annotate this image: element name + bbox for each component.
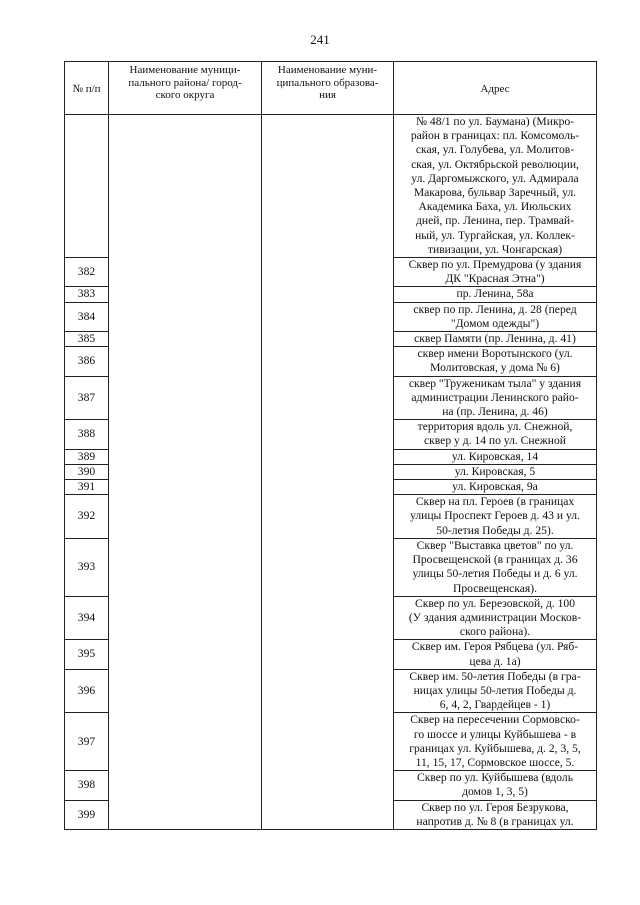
- row-number: 386: [65, 347, 109, 376]
- row-number: 385: [65, 332, 109, 347]
- row-address: Сквер им. Героя Рябцева (ул. Ряб- цева д. 1а): [394, 640, 597, 669]
- header-num: № п/п: [65, 62, 109, 115]
- row-municipality: [262, 115, 394, 830]
- row-number: 397: [65, 713, 109, 771]
- row-number: 388: [65, 420, 109, 449]
- header-address: Адрес: [394, 62, 597, 115]
- table-row: [65, 115, 597, 258]
- row-address: Сквер на пересечении Сормовско- го шоссе и улицы Куйбышева - в границах ул. Куйбышева, д. 2, 3, 5, 11, 15, 17, Сормовское шоссе, 5.: [394, 713, 597, 771]
- row-address: Сквер "Выставка цветов" по ул. Просвещенской (в границах д. 36 улицы 50-летия Победы и д. 6 ул. Просвещенская).: [394, 538, 597, 596]
- row-number: 389: [65, 449, 109, 464]
- row-number: 398: [65, 771, 109, 800]
- row-address: Сквер по ул. Премудрова (у здания ДК "Красная Этна"): [394, 258, 597, 287]
- row-address: сквер по пр. Ленина, д. 28 (перед "Домом одежды"): [394, 302, 597, 331]
- row-number: 393: [65, 538, 109, 596]
- row-address: Сквер на пл. Героев (в границах улицы Проспект Героев д. 43 и ул. 50-летия Победы д. 25).: [394, 495, 597, 539]
- row-address: ул. Кировская, 5: [394, 464, 597, 479]
- row-address: Сквер по ул. Березовской, д. 100 (У здания администрации Москов- ского района).: [394, 596, 597, 640]
- row-number: 382: [65, 258, 109, 287]
- table-body: [65, 115, 597, 830]
- row-address: № 48/1 по ул. Баумана) (Микро- район в границах: пл. Комсомоль- ская, ул. Голубева, ул. Молитов- ская, ул. Октябрьской революции, ул. Даргомыжского, ул. Адмирала Макарова, бульвар Заречный, ул. Академика Баха, ул. Июльских дней, пр. Ленина, пер. Трамвай- ный, ул. Тургайская, ул. Коллек- тивизации, ул. Чонгарская): [394, 115, 597, 258]
- row-number: 387: [65, 376, 109, 420]
- row-number: 394: [65, 596, 109, 640]
- row-number: 395: [65, 640, 109, 669]
- row-district: [109, 115, 262, 830]
- header-municipality: Наименование муни- ципального образова- ния: [262, 62, 394, 115]
- row-number: 383: [65, 287, 109, 302]
- row-address: Сквер по ул. Героя Безрукова, напротив д. № 8 (в границах ул.: [394, 800, 597, 829]
- row-number: 390: [65, 464, 109, 479]
- header-district: Наименование муници- пального района/ город- ского округа: [109, 62, 262, 115]
- row-number: 396: [65, 669, 109, 713]
- row-address: сквер "Труженикам тыла" у здания администрации Ленинского райо- на (пр. Ленина, д. 46): [394, 376, 597, 420]
- row-address: сквер Памяти (пр. Ленина, д. 41): [394, 332, 597, 347]
- page-number: 241: [310, 32, 330, 47]
- row-number: 399: [65, 800, 109, 829]
- row-address: Сквер им. 50-летия Победы (в гра- ницах улицы 50-летия Победы д. 6, 4, 2, Гвардейцев - 1): [394, 669, 597, 713]
- row-address: Сквер по ул. Куйбышева (вдоль домов 1, 3, 5): [394, 771, 597, 800]
- row-number: [65, 115, 109, 258]
- row-number: 391: [65, 480, 109, 495]
- row-address: сквер имени Воротынского (ул. Молитовская, у дома № 6): [394, 347, 597, 376]
- row-address: пр. Ленина, 58а: [394, 287, 597, 302]
- row-address: ул. Кировская, 14: [394, 449, 597, 464]
- table-header-row: [65, 62, 597, 115]
- address-table: [64, 61, 597, 830]
- row-address: ул. Кировская, 9а: [394, 480, 597, 495]
- row-number: 384: [65, 302, 109, 331]
- row-number: 392: [65, 495, 109, 539]
- row-address: территория вдоль ул. Снежной, сквер у д. 14 по ул. Снежной: [394, 420, 597, 449]
